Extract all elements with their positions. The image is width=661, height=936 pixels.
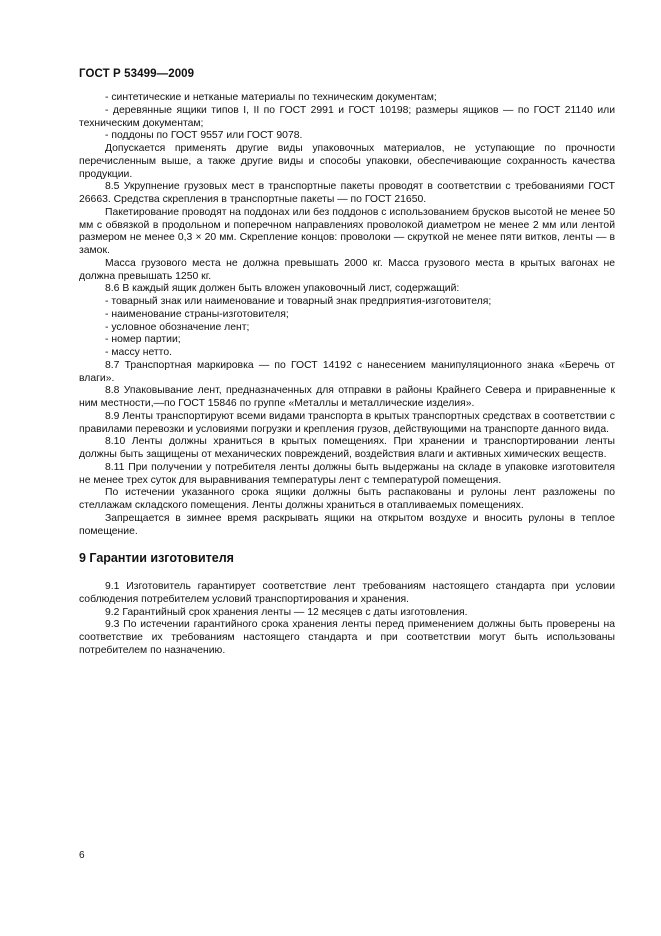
paragraph: - наименование страны-изготовителя; [105,308,289,320]
paragraph: 9.1 Изготовитель гарантирует соответствие лент требованиям настоящего стандарта при условии соблюдения потребителем условий транспортирования и хранения. [79,581,615,605]
paragraph: Допускается применять другие виды упаковочных материалов, не уступающие по прочности перечисленным выше, а также другие виды и способы упаковки, обеспечивающие сохранность качества продукции. [79,143,615,180]
paragraph: По истечении указанного срока ящики должны быть распакованы и рулоны лент разложены по стеллажам складского помещения. Ленты должны храниться в отапливаемых помещениях. [79,487,615,511]
section-heading: 9 Гарантии изготовителя [79,551,234,566]
paragraph: Масса грузового места не должна превышать 2000 кг. Масса грузового места в крытых вагонах не должна превышать 1250 кг. [79,257,615,282]
paragraph: - синтетические и нетканые материалы по техническим документам; [105,92,437,103]
paragraph: Запрещается в зимнее время раскрывать ящики на открытом воздухе и вносить рулоны в теплое помещение. [79,512,615,537]
paragraph: - массу нетто. [105,347,172,358]
paragraph: 9.3 По истечении гарантийного срока хранения ленты перед применением должны быть проверены на соответствие их требованиям настоящего стандарта и при соответствии могут быть использованы потребителем по назначению. [79,619,615,656]
paragraph: 8.11 При получении у потребителя ленты должны быть выдержаны на складе в упаковке изготовителя не менее трех суток для выравнивания температуры лент с температурой помещения. [79,461,615,486]
paragraph: 8.10 Ленты должны храниться в крытых помещениях. При хранении и транспортировании ленты должны быть защищены от механических повреждений, воздействия влаги и активных химических веществ. [79,436,615,460]
paragraph: - деревянные ящики типов I, II по ГОСТ 2991 и ГОСТ 10198; размеры ящиков — по ГОСТ 21140 или техническим документам; [79,104,615,129]
paragraph: 8.6 В каждый ящик должен быть вложен упаковочный лист, содержащий: [105,283,460,295]
paragraph: - номер партии; [105,334,181,346]
paragraph: 9.2 Гарантийный срок хранения ленты — 12 месяцев с даты изготовления. [105,606,468,618]
paragraph: Пакетирование проводят на поддонах или без поддонов с использованием брусков высотой не менее 50 мм с обвязкой в продольном и поперечном направлениях проволокой диаметром не менее 2 мм или лентой размером не менее 0,3 × 20 мм. Скрепление концов: проволоки — скруткой не менее пяти витков, ленты — в замок. [79,206,615,256]
paragraph: 8.8 Упаковывание лент, предназначенных для отправки в районы Крайнего Севера и приравненные к ним местности,—по ГОСТ 15846 по группе «Металлы и металлические изделия». [79,385,615,409]
document-body [79,92,615,658]
paragraph: - товарный знак или наименование и товарный знак предприятия-изготовителя; [105,296,492,307]
paragraph: - условное обозначение лент; [105,321,250,333]
paragraph: 8.5 Укрупнение грузовых мест в транспортные пакеты проводят в соответствии с требованиями ГОСТ 26663. Средства скрепления в транспортные пакеты — по ГОСТ 21650. [79,181,615,205]
paragraph: - поддоны по ГОСТ 9557 или ГОСТ 9078. [105,130,303,142]
document-header: ГОСТ Р 53499—2009 [79,68,195,80]
page-number: 6 [79,850,85,861]
paragraph: 8.7 Транспортная маркировка — по ГОСТ 14192 с нанесением манипуляционного знака «Беречь от влаги». [79,359,615,384]
paragraph: 8.9 Ленты транспортируют всеми видами транспорта в крытых транспортных средствах в соответствии с правилами перевозки и условиями погрузки и крепления грузов, действующими на транспорте данного вида. [79,410,615,435]
